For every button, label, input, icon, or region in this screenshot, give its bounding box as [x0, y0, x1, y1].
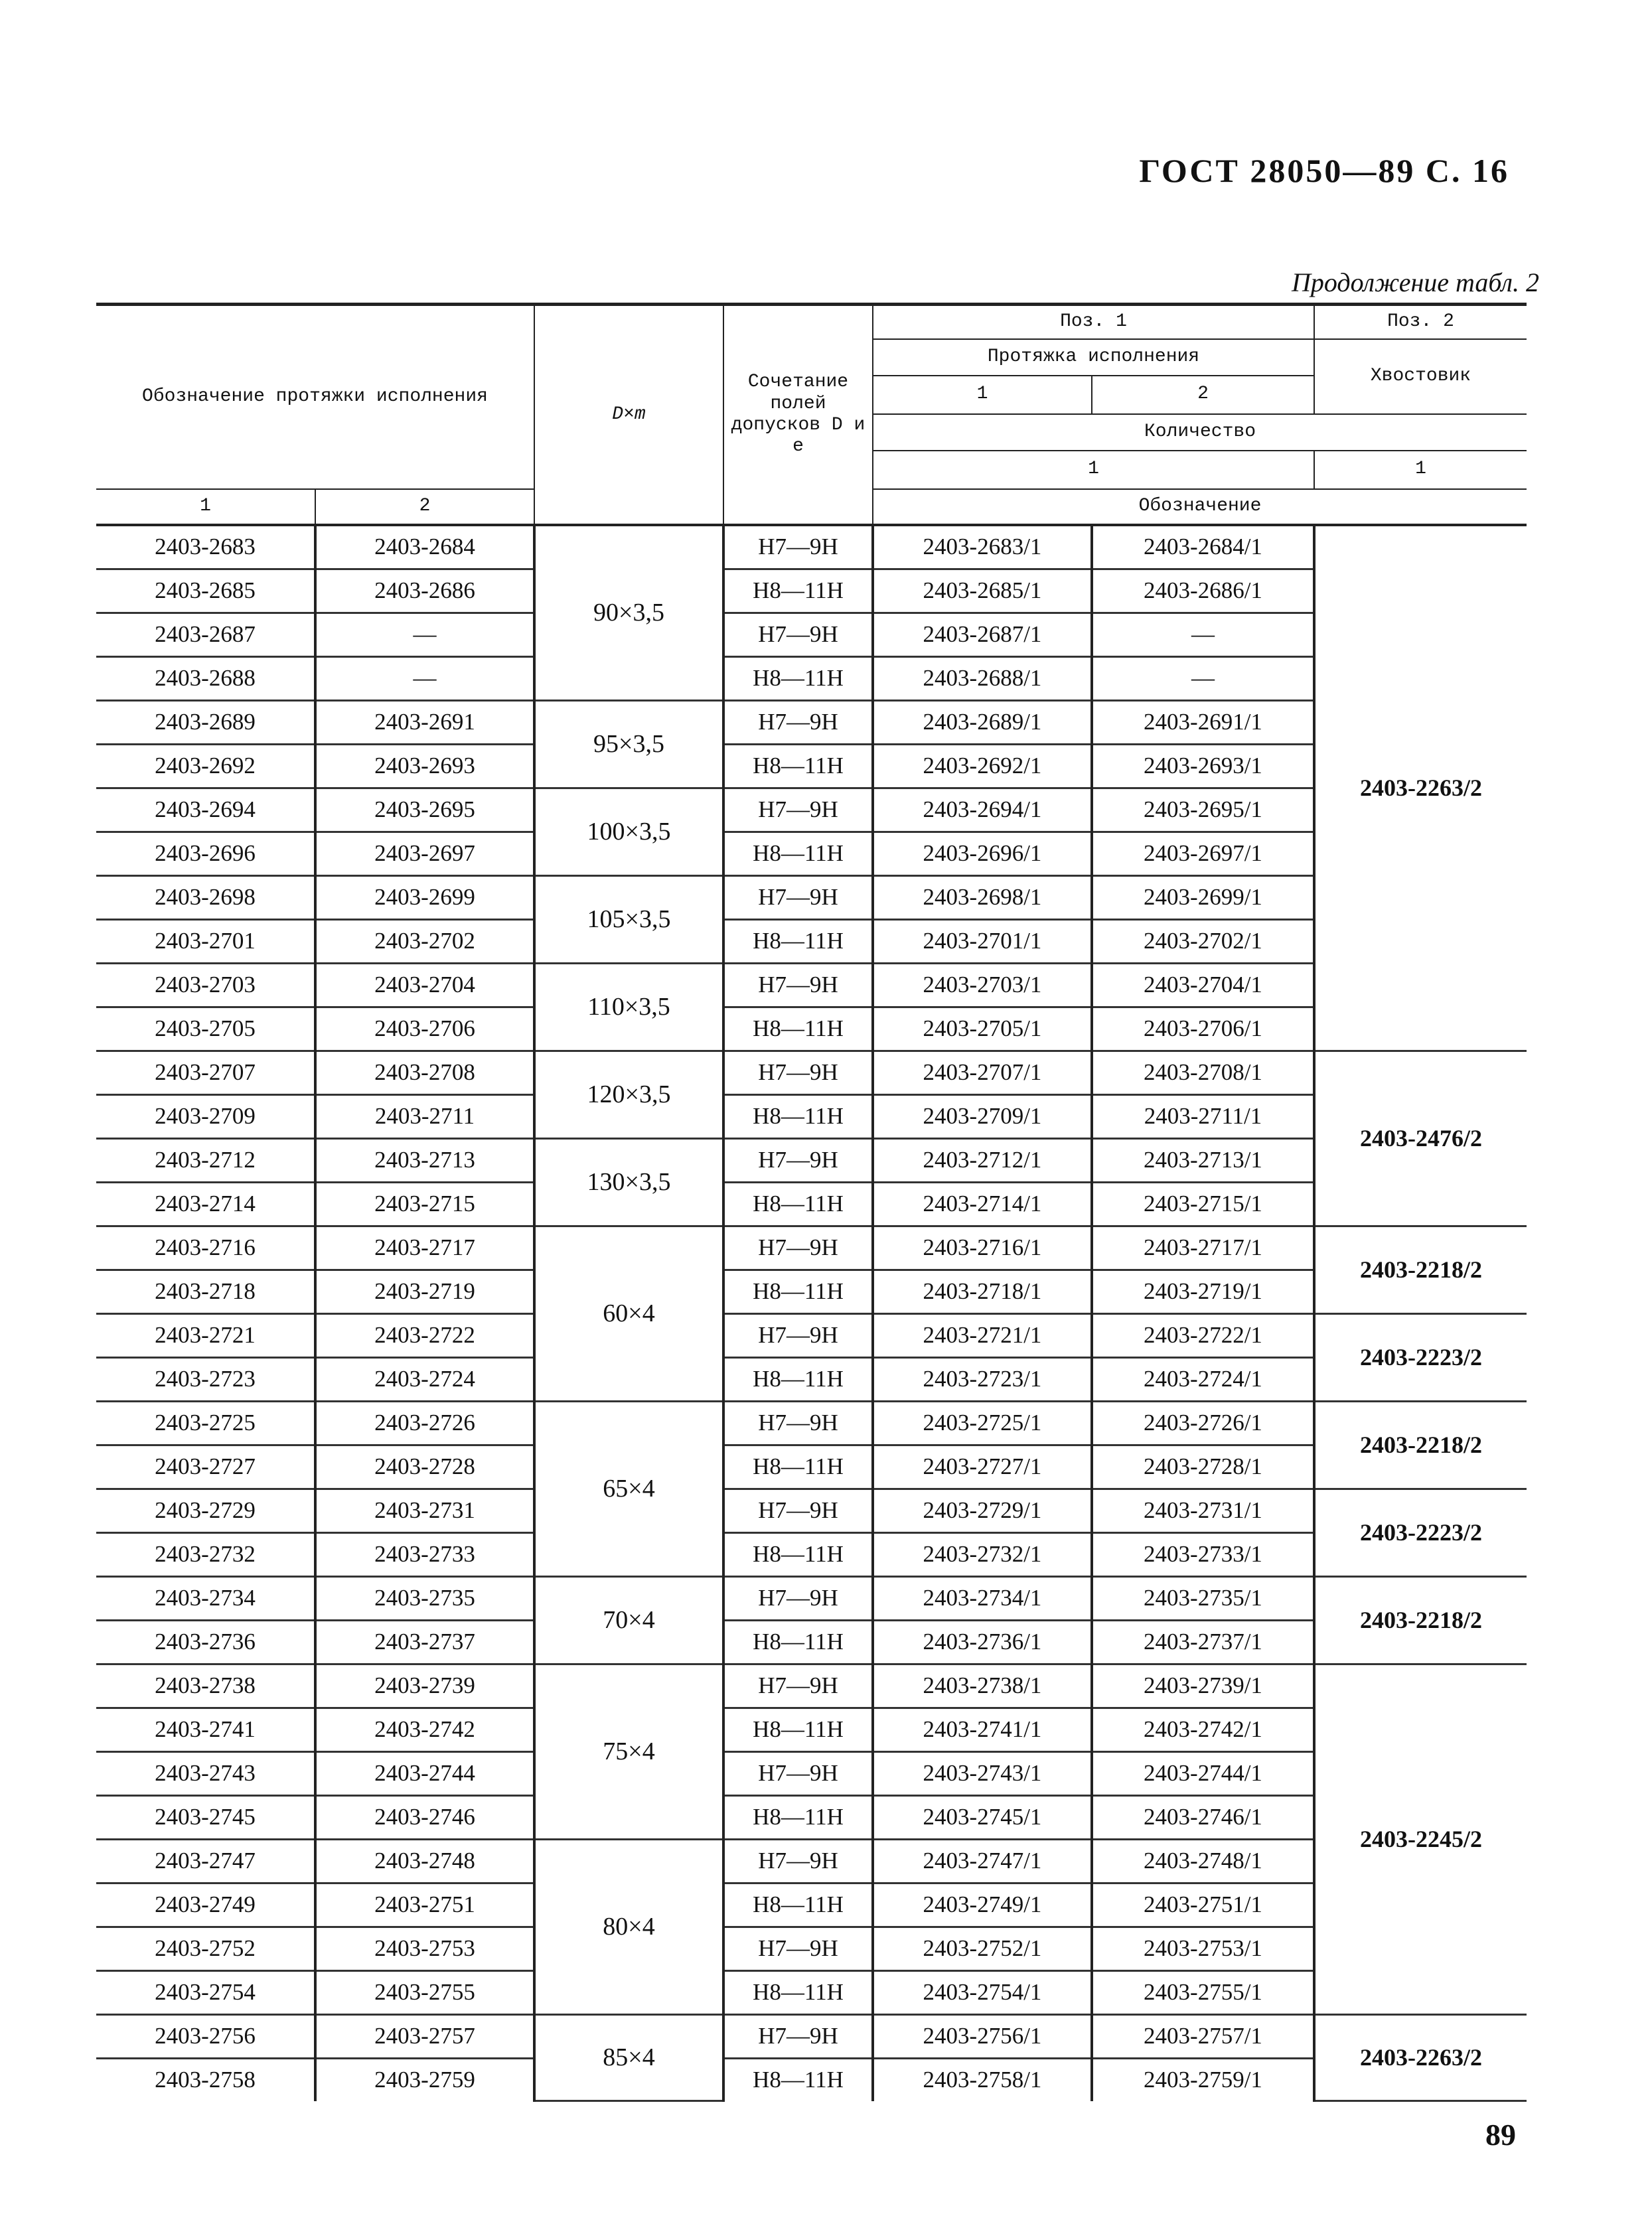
tolerance-value: H8—11H	[723, 1270, 873, 1313]
tolerance-value: H8—11H	[723, 2058, 873, 2101]
dxm-value: 110×3,5	[534, 963, 723, 1051]
designation-v2: 2403-2755	[315, 1970, 534, 2014]
dxm-value: 95×3,5	[534, 700, 723, 788]
table-row	[96, 1927, 1527, 1970]
table-row	[96, 1751, 1527, 1795]
table-row	[96, 1532, 1527, 1576]
pos1-v2-marking: 2403-2759/1	[1092, 2058, 1314, 2101]
col1-header: 1	[96, 489, 315, 525]
quantity2-header: 1	[1314, 451, 1527, 489]
designation-v1: 2403-2747	[96, 1839, 315, 1883]
pos1-v1-marking: 2403-2688/1	[873, 656, 1092, 700]
table-row	[96, 919, 1527, 963]
designation-v1: 2403-2738	[96, 1664, 315, 1708]
pos1-v2-marking: 2403-2735/1	[1092, 1576, 1314, 1620]
tolerance-value: H8—11H	[723, 744, 873, 788]
pos1-v1-marking: 2403-2714/1	[873, 1182, 1092, 1226]
designation-v1: 2403-2752	[96, 1927, 315, 1970]
designation-v1: 2403-2743	[96, 1751, 315, 1795]
version1-header: 1	[873, 376, 1092, 414]
pos1-v2-marking: 2403-2748/1	[1092, 1839, 1314, 1883]
designation-v1: 2403-2754	[96, 1970, 315, 2014]
designation-v1: 2403-2703	[96, 963, 315, 1007]
designation-v1: 2403-2723	[96, 1357, 315, 1401]
designation-v2: 2403-2704	[315, 963, 534, 1007]
pos1-v2-marking: 2403-2684/1	[1092, 525, 1314, 569]
designation-v1: 2403-2685	[96, 569, 315, 613]
designation-v1: 2403-2749	[96, 1883, 315, 1927]
tolerance-value: H8—11H	[723, 569, 873, 613]
tolerance-value: H8—11H	[723, 1620, 873, 1664]
pos1-v2-marking: 2403-2751/1	[1092, 1883, 1314, 1927]
dxm-value: 105×3,5	[534, 875, 723, 963]
tolerance-value: H8—11H	[723, 1007, 873, 1051]
designation-v2: 2403-2708	[315, 1051, 534, 1094]
designation-v2: 2403-2733	[315, 1532, 534, 1576]
pos1-header: Поз. 1	[873, 305, 1314, 339]
pos1-v2-marking: 2403-2704/1	[1092, 963, 1314, 1007]
pos1-v2-marking: 2403-2737/1	[1092, 1620, 1314, 1664]
quantity-header: Количество	[873, 414, 1527, 451]
table-row	[96, 1839, 1527, 1883]
table-continuation-caption: Продолжение табл. 2	[1291, 267, 1539, 297]
table-row	[96, 875, 1527, 919]
pos1-v1-marking: 2403-2716/1	[873, 1226, 1092, 1270]
designation-v1: 2403-2727	[96, 1445, 315, 1489]
pos1-v2-marking: 2403-2691/1	[1092, 700, 1314, 744]
pos1-v2-marking: 2403-2717/1	[1092, 1226, 1314, 1270]
pos1-v1-marking: 2403-2718/1	[873, 1270, 1092, 1313]
tolerance-value: H8—11H	[723, 1094, 873, 1138]
table-row	[96, 1270, 1527, 1313]
pos1-v1-marking: 2403-2732/1	[873, 1532, 1092, 1576]
pos1-v1-marking: 2403-2692/1	[873, 744, 1092, 788]
table-row	[96, 1664, 1527, 1708]
pos1-v1-marking: 2403-2705/1	[873, 1007, 1092, 1051]
table-row	[96, 700, 1527, 744]
table-row	[96, 1970, 1527, 2014]
pos1-v2-marking: 2403-2724/1	[1092, 1357, 1314, 1401]
table-row	[96, 744, 1527, 788]
designation-v2: 2403-2728	[315, 1445, 534, 1489]
table-row	[96, 1489, 1527, 1532]
pos1-v1-marking: 2403-2754/1	[873, 1970, 1092, 2014]
tolerance-value: H7—9H	[723, 963, 873, 1007]
table-row	[96, 1313, 1527, 1357]
designation-v1: 2403-2709	[96, 1094, 315, 1138]
tolerance-value: H7—9H	[723, 1664, 873, 1708]
table-row	[96, 1051, 1527, 1094]
tolerance-value: H7—9H	[723, 875, 873, 919]
dxm-value: 85×4	[534, 2014, 723, 2101]
tolerance-value: H7—9H	[723, 1226, 873, 1270]
designation-v2: 2403-2702	[315, 919, 534, 963]
designation-v1: 2403-2725	[96, 1401, 315, 1445]
pos1-v2-marking: 2403-2739/1	[1092, 1664, 1314, 1708]
tolerance-value: H8—11H	[723, 1182, 873, 1226]
pos1-v1-marking: 2403-2721/1	[873, 1313, 1092, 1357]
table-row	[96, 569, 1527, 613]
pos1-v1-marking: 2403-2734/1	[873, 1576, 1092, 1620]
table-row	[96, 963, 1527, 1007]
tolerance-value: H7—9H	[723, 1051, 873, 1094]
dxm-value: 120×3,5	[534, 1051, 723, 1138]
designation-v1: 2403-2698	[96, 875, 315, 919]
table-body	[96, 525, 1527, 2101]
table-row	[96, 1576, 1527, 1620]
pos1-v2-marking: 2403-2695/1	[1092, 788, 1314, 832]
tolerance-value: H8—11H	[723, 656, 873, 700]
designation-v2: 2403-2699	[315, 875, 534, 919]
table-row	[96, 1226, 1527, 1270]
table-row	[96, 1357, 1527, 1401]
pos1-v1-marking: 2403-2698/1	[873, 875, 1092, 919]
pos1-v1-marking: 2403-2689/1	[873, 700, 1092, 744]
pos1-v2-marking: 2403-2711/1	[1092, 1094, 1314, 1138]
pos1-v1-marking: 2403-2723/1	[873, 1357, 1092, 1401]
pos1-v1-marking: 2403-2694/1	[873, 788, 1092, 832]
designation-v1: 2403-2707	[96, 1051, 315, 1094]
designation-v2: 2403-2684	[315, 525, 534, 569]
designation-v2: 2403-2706	[315, 1007, 534, 1051]
designation-v2: 2403-2739	[315, 1664, 534, 1708]
tolerance-value: H7—9H	[723, 700, 873, 744]
tolerance-value: H8—11H	[723, 1883, 873, 1927]
pos1-v1-marking: 2403-2756/1	[873, 2014, 1092, 2058]
dxm-value: 75×4	[534, 1664, 723, 1839]
designation-v1: 2403-2736	[96, 1620, 315, 1664]
pos1-v2-marking: 2403-2708/1	[1092, 1051, 1314, 1094]
designation-v1: 2403-2689	[96, 700, 315, 744]
designation-v1: 2403-2705	[96, 1007, 315, 1051]
shank-marking: 2403-2476/2	[1314, 1051, 1527, 1226]
tolerance-value: H8—11H	[723, 1532, 873, 1576]
pos1-v2-marking: 2403-2728/1	[1092, 1445, 1314, 1489]
designation-v1: 2403-2745	[96, 1795, 315, 1839]
designation-v1: 2403-2716	[96, 1226, 315, 1270]
table-row	[96, 2014, 1527, 2058]
table-row	[96, 1138, 1527, 1182]
designation-v2: 2403-2697	[315, 832, 534, 875]
designation-v1: 2403-2741	[96, 1708, 315, 1751]
designation-v1: 2403-2696	[96, 832, 315, 875]
page-number: 89	[1485, 2118, 1516, 2152]
table-row	[96, 832, 1527, 875]
tolerance-value: H7—9H	[723, 2014, 873, 2058]
pos1-v1-marking: 2403-2752/1	[873, 1927, 1092, 1970]
designation-v2: 2403-2751	[315, 1883, 534, 1927]
designation-v1: 2403-2687	[96, 613, 315, 656]
designation-v2: 2403-2722	[315, 1313, 534, 1357]
shank-marking: 2403-2223/2	[1314, 1489, 1527, 1576]
shank-marking: 2403-2218/2	[1314, 1226, 1527, 1313]
pos1-v1-marking: 2403-2709/1	[873, 1094, 1092, 1138]
pos1-v1-marking: 2403-2758/1	[873, 2058, 1092, 2101]
table-row	[96, 1708, 1527, 1751]
table-row	[96, 1182, 1527, 1226]
table-row	[96, 788, 1527, 832]
designation-v2: 2403-2713	[315, 1138, 534, 1182]
pos1-v2-marking: 2403-2702/1	[1092, 919, 1314, 963]
table-row	[96, 1445, 1527, 1489]
tolerance-value: H8—11H	[723, 919, 873, 963]
pos1-v2-marking: 2403-2697/1	[1092, 832, 1314, 875]
pos1-v1-marking: 2403-2712/1	[873, 1138, 1092, 1182]
pos1-v2-marking: 2403-2726/1	[1092, 1401, 1314, 1445]
dxm-value: 60×4	[534, 1226, 723, 1401]
designation-v2: 2403-2711	[315, 1094, 534, 1138]
shank-marking: 2403-2263/2	[1314, 2014, 1527, 2101]
tolerance-value: H7—9H	[723, 1751, 873, 1795]
dxm-value: 100×3,5	[534, 788, 723, 875]
shank-marking: 2403-2218/2	[1314, 1401, 1527, 1489]
table-row	[96, 1401, 1527, 1445]
designation-v2: 2403-2737	[315, 1620, 534, 1664]
designation-v1: 2403-2721	[96, 1313, 315, 1357]
broach-table	[96, 303, 1527, 2102]
tolerance-value: H7—9H	[723, 1138, 873, 1182]
pos1-v2-marking: 2403-2744/1	[1092, 1751, 1314, 1795]
pos1-v1-marking: 2403-2736/1	[873, 1620, 1092, 1664]
col2-header: 2	[315, 489, 534, 525]
designation-v1: 2403-2688	[96, 656, 315, 700]
dxm-value: 65×4	[534, 1401, 723, 1576]
pos1-v1-marking: 2403-2745/1	[873, 1795, 1092, 1839]
table-row	[96, 2058, 1527, 2101]
designation-v2: 2403-2691	[315, 700, 534, 744]
designation-v2: 2403-2757	[315, 2014, 534, 2058]
pos1-v1-marking: 2403-2747/1	[873, 1839, 1092, 1883]
table-row	[96, 656, 1527, 700]
designation-v2: 2403-2744	[315, 1751, 534, 1795]
tolerance-value: H7—9H	[723, 613, 873, 656]
tolerance-value: H7—9H	[723, 1401, 873, 1445]
pos1-v1-marking: 2403-2729/1	[873, 1489, 1092, 1532]
dxm-value: 70×4	[534, 1576, 723, 1664]
tolerance-value: H8—11H	[723, 1970, 873, 2014]
marking-header: Обозначение	[873, 489, 1527, 525]
table-row	[96, 1094, 1527, 1138]
designation-v1: 2403-2758	[155, 2067, 256, 2093]
tolerance-value: H8—11H	[723, 1708, 873, 1751]
shank-marking: 2403-2223/2	[1314, 1313, 1527, 1401]
tolerance-value: H7—9H	[723, 525, 873, 569]
tolerance-value: H7—9H	[723, 1839, 873, 1883]
pos1-v2-marking: 2403-2733/1	[1092, 1532, 1314, 1576]
designation-v2: 2403-2717	[315, 1226, 534, 1270]
designation-v2: 2403-2731	[315, 1489, 534, 1532]
shank-header: Хвостовик	[1314, 339, 1527, 414]
designation-v1: 2403-2718	[96, 1270, 315, 1313]
table-row	[96, 1007, 1527, 1051]
pos1-v1-marking: 2403-2741/1	[873, 1708, 1092, 1751]
pos1-v1-marking: 2403-2743/1	[873, 1751, 1092, 1795]
pos1-v2-marking: 2403-2755/1	[1092, 1970, 1314, 2014]
shank-marking: 2403-2263/2	[1314, 525, 1527, 1051]
designation-v2: 2403-2724	[315, 1357, 534, 1401]
pos1-v2-marking: 2403-2713/1	[1092, 1138, 1314, 1182]
pos1-v1-marking: 2403-2685/1	[873, 569, 1092, 613]
pos1-v2-marking: 2403-2715/1	[1092, 1182, 1314, 1226]
pos1-v2-marking: —	[1092, 613, 1314, 656]
designation-v1: 2403-2732	[96, 1532, 315, 1576]
pos1-v1-marking: 2403-2749/1	[873, 1883, 1092, 1927]
designation-v2: 2403-2748	[315, 1839, 534, 1883]
tolerance-value: H8—11H	[723, 832, 873, 875]
tolerance-header: Сочетание полей допусков D и e	[723, 305, 873, 525]
pos1-v2-marking: 2403-2753/1	[1092, 1927, 1314, 1970]
designation-v1: 2403-2729	[96, 1489, 315, 1532]
designation-v1: 2403-2756	[96, 2014, 315, 2058]
table-row	[96, 1620, 1527, 1664]
tolerance-value: H7—9H	[723, 788, 873, 832]
designation-v1: 2403-2701	[96, 919, 315, 963]
tolerance-value: H8—11H	[723, 1795, 873, 1839]
pos1-v1-marking: 2403-2701/1	[873, 919, 1092, 963]
pos1-v2-marking: —	[1092, 656, 1314, 700]
dxm-value: 80×4	[534, 1839, 723, 2014]
dxm-value: 90×3,5	[534, 525, 723, 701]
designation-v2: 2403-2686	[315, 569, 534, 613]
pos1-v2-marking: 2403-2746/1	[1092, 1795, 1314, 1839]
pos1-v1-marking: 2403-2707/1	[873, 1051, 1092, 1094]
tolerance-value: H7—9H	[723, 1576, 873, 1620]
designation-v2: 2403-2746	[315, 1795, 534, 1839]
broach-version-header: Протяжка исполнения	[873, 339, 1314, 376]
designation-v2: 2403-2726	[315, 1401, 534, 1445]
pos1-v2-marking: 2403-2722/1	[1092, 1313, 1314, 1357]
designation-v1: 2403-2734	[96, 1576, 315, 1620]
designation-v2: 2403-2753	[315, 1927, 534, 1970]
designation-v2: 2403-2695	[315, 788, 534, 832]
tolerance-value: H7—9H	[723, 1489, 873, 1532]
table-row	[96, 1795, 1527, 1839]
designation-v2: 2403-2693	[315, 744, 534, 788]
pos1-v2-marking: 2403-2686/1	[1092, 569, 1314, 613]
pos1-v2-marking: 2403-2757/1	[1092, 2014, 1314, 2058]
pos1-v2-marking: 2403-2731/1	[1092, 1489, 1314, 1532]
pos1-v1-marking: 2403-2696/1	[873, 832, 1092, 875]
version2-header: 2	[1092, 376, 1314, 414]
pos1-v1-marking: 2403-2727/1	[873, 1445, 1092, 1489]
designation-v1: 2403-2692	[96, 744, 315, 788]
tolerance-value: H8—11H	[723, 1357, 873, 1401]
table-row	[96, 525, 1527, 569]
pos1-v2-marking: 2403-2719/1	[1092, 1270, 1314, 1313]
designation-v2: —	[315, 613, 534, 656]
designation-v2: —	[315, 656, 534, 700]
designation-v2: 2403-2715	[315, 1182, 534, 1226]
designation-header: Обозначение протяжки исполнения	[96, 305, 534, 489]
tolerance-value: H7—9H	[723, 1927, 873, 1970]
quantity1-header: 1	[873, 451, 1314, 489]
designation-v2: 2403-2742	[315, 1708, 534, 1751]
pos1-v2-marking: 2403-2706/1	[1092, 1007, 1314, 1051]
designation-v1: 2403-2683	[96, 525, 315, 569]
designation-v2: 2403-2759	[315, 2058, 534, 2101]
designation-v2: 2403-2735	[315, 1576, 534, 1620]
pos1-v2-marking: 2403-2742/1	[1092, 1708, 1314, 1751]
tolerance-value: H7—9H	[723, 1313, 873, 1357]
shank-marking: 2403-2245/2	[1314, 1664, 1527, 2014]
pos1-v1-marking: 2403-2725/1	[873, 1401, 1092, 1445]
page-header: ГОСТ 28050—89 С. 16	[1139, 152, 1509, 189]
designation-v1: 2403-2694	[96, 788, 315, 832]
pos1-v1-marking: 2403-2683/1	[873, 525, 1092, 569]
pos1-v1-marking: 2403-2687/1	[873, 613, 1092, 656]
shank-marking: 2403-2218/2	[1314, 1576, 1527, 1664]
pos1-v1-marking: 2403-2703/1	[873, 963, 1092, 1007]
designation-v1: 2403-2714	[96, 1182, 315, 1226]
dxm-value: 130×3,5	[534, 1138, 723, 1226]
pos2-header: Поз. 2	[1314, 305, 1527, 339]
tolerance-value: H8—11H	[723, 1445, 873, 1489]
pos1-v2-marking: 2403-2699/1	[1092, 875, 1314, 919]
pos1-v1-marking: 2403-2738/1	[873, 1664, 1092, 1708]
dxm-header: D×m	[534, 305, 723, 525]
pos1-v2-marking: 2403-2693/1	[1092, 744, 1314, 788]
designation-v1: 2403-2712	[96, 1138, 315, 1182]
table-row	[96, 613, 1527, 656]
table-row	[96, 1883, 1527, 1927]
designation-v2: 2403-2719	[315, 1270, 534, 1313]
